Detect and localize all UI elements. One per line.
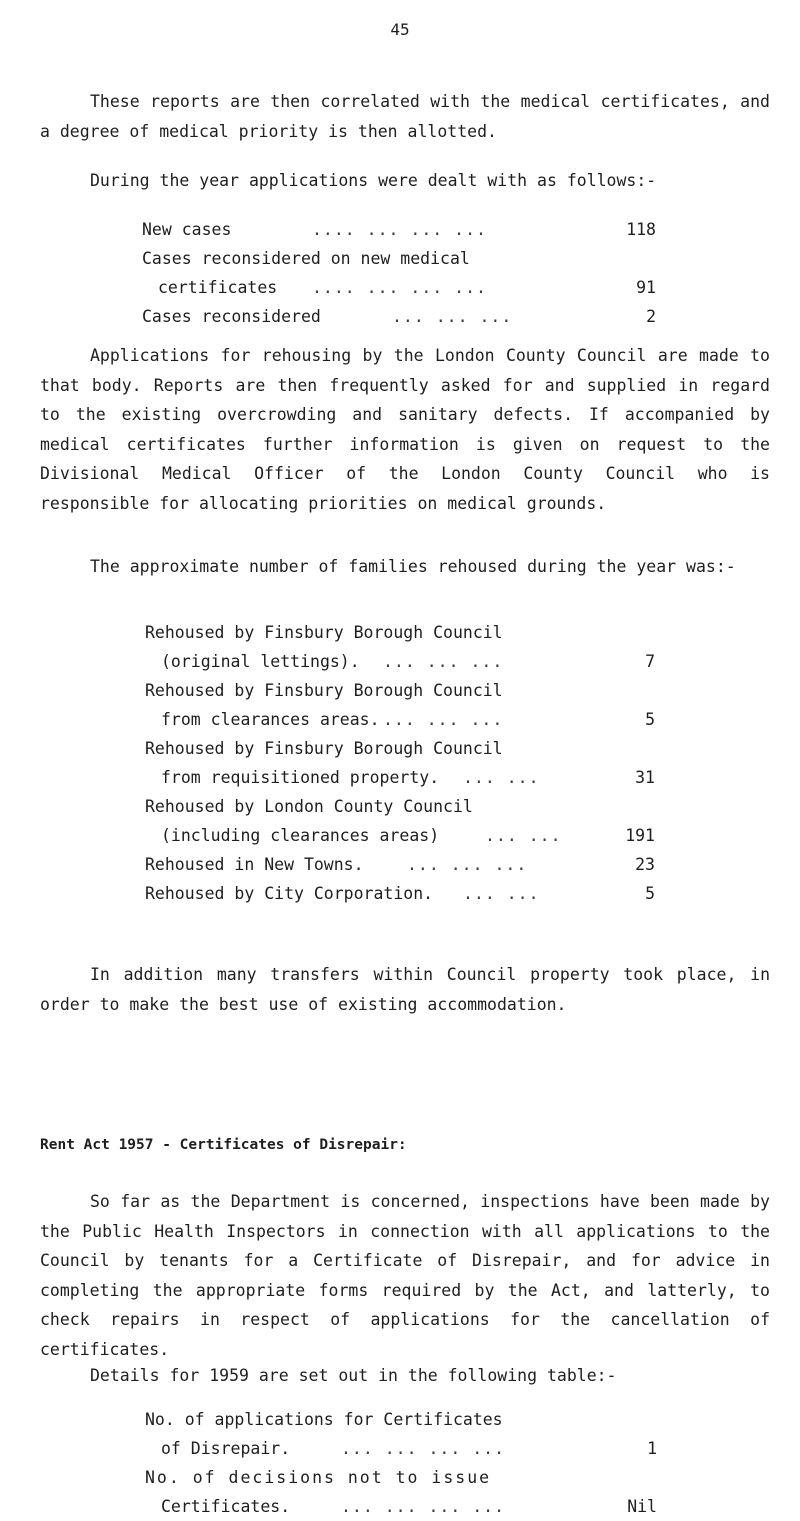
table-row: [145, 1434, 665, 1463]
row-value: 5: [645, 710, 655, 729]
row-value: 5: [645, 884, 655, 903]
table-row: [145, 1463, 665, 1492]
row-label-continued: from requisitioned property.: [161, 768, 440, 787]
applications-table: [142, 215, 662, 331]
row-label-continued: Certificates.: [161, 1497, 291, 1516]
paragraph-correlation: [40, 87, 770, 146]
leader-dots: ... ... ...: [392, 307, 513, 326]
paragraph-lcc-rehousing-text: Applications for rehousing by the London County Council are made to that body. Reports are then frequently asked for and supplied in regard to the existing overcrowding and sanitary defects. If accompanied by medical certificates further information is given on request to the Divisional Medical Officer of the London County Council who is responsible for allocating priorities on medical grounds.: [40, 346, 770, 513]
section-heading: Rent Act 1957 - Certificates of Disrepair:: [40, 1137, 407, 1153]
table-row: [142, 244, 662, 273]
row-label: Cases reconsidered: [142, 307, 321, 326]
leader-dots: ... ... ... ...: [341, 1497, 506, 1516]
row-label: Cases reconsidered on new medical: [142, 249, 470, 268]
row-label-continued: of Disrepair.: [161, 1439, 291, 1458]
paragraph-transfers: [40, 960, 770, 1019]
row-value: 31: [635, 768, 655, 787]
leader-dots: ... ... ...: [407, 855, 528, 874]
leader-dots: ... ... ... ...: [341, 1439, 506, 1458]
page-number: 45: [390, 20, 410, 39]
row-label: No. of applications for Certificates: [145, 1410, 503, 1429]
table-row: [145, 647, 665, 676]
row-value: 1: [647, 1439, 657, 1458]
row-label: Rehoused by City Corporation.: [145, 884, 434, 903]
paragraph-rehoused-intro: [40, 552, 770, 582]
table-row: [145, 1492, 665, 1521]
table-row: [145, 850, 665, 879]
row-label: Rehoused by London County Council: [145, 797, 473, 816]
row-label: Rehoused in New Towns.: [145, 855, 364, 874]
table-row: [145, 821, 665, 850]
leader-dots: .... ... ... ...: [312, 278, 487, 297]
leader-dots: .... ... ... ...: [312, 220, 487, 239]
table-row: [145, 676, 665, 705]
rehoused-table: [145, 618, 665, 908]
row-label: No. of decisions not to issue: [145, 1468, 492, 1487]
leader-dots: ... ...: [463, 884, 540, 903]
paragraph-applications-intro: [40, 166, 770, 196]
row-label-continued: (including clearances areas): [161, 826, 440, 845]
row-label-continued: (original lettings).: [161, 652, 360, 671]
disrepair-table: [145, 1405, 665, 1521]
table-row: [145, 1405, 665, 1434]
leader-dots: ... ...: [463, 768, 540, 787]
row-value: 118: [626, 220, 656, 239]
table-row: [145, 879, 665, 908]
paragraph-correlation-text: These reports are then correlated with the medical certificates, and a degree of medical priority is then allotted.: [40, 92, 770, 141]
row-label-continued: certificates: [158, 278, 278, 297]
paragraph-department: [40, 1187, 770, 1364]
table-row: [145, 705, 665, 734]
row-value: Nil: [627, 1497, 657, 1516]
table-row: [142, 302, 662, 331]
paragraph-department-text: So far as the Department is concerned, inspections have been made by the Public Health Inspectors in connection with all applications to the Council by tenants for a Certificate of Disrepair, and for advice in completing the appropriate forms required by the Act, and latterly, to check repairs in respect of applications for the cancellation of certificates.: [40, 1192, 770, 1359]
paragraph-details-intro: [40, 1361, 770, 1391]
leader-dots: ... ...: [485, 826, 562, 845]
table-row: [145, 792, 665, 821]
row-value: 23: [635, 855, 655, 874]
row-label: Rehoused by Finsbury Borough Council: [145, 681, 503, 700]
paragraph-details-intro-text: Details for 1959 are set out in the following table:-: [90, 1366, 617, 1385]
table-row: [142, 215, 662, 244]
row-label-continued: from clearances areas.: [161, 710, 380, 729]
row-label: Rehoused by Finsbury Borough Council: [145, 739, 503, 758]
leader-dots: ... ... ...: [383, 652, 504, 671]
table-row: [145, 618, 665, 647]
table-row: [142, 273, 662, 302]
row-label: Rehoused by Finsbury Borough Council: [145, 623, 503, 642]
paragraph-lcc-rehousing: [40, 341, 770, 518]
leader-dots: ... ... ...: [383, 710, 504, 729]
row-value: 191: [625, 826, 655, 845]
row-value: 7: [645, 652, 655, 671]
paragraph-rehoused-intro-text: The approximate number of families rehoused during the year was:-: [90, 557, 736, 576]
table-row: [145, 734, 665, 763]
row-value: 2: [646, 307, 656, 326]
table-row: [145, 763, 665, 792]
row-label: New cases: [142, 220, 232, 239]
row-value: 91: [636, 278, 656, 297]
paragraph-transfers-text: In addition many transfers within Council property took place, in order to make the best use of existing accommodation.: [40, 965, 770, 1014]
paragraph-applications-intro-text: During the year applications were dealt with as follows:-: [90, 171, 657, 190]
